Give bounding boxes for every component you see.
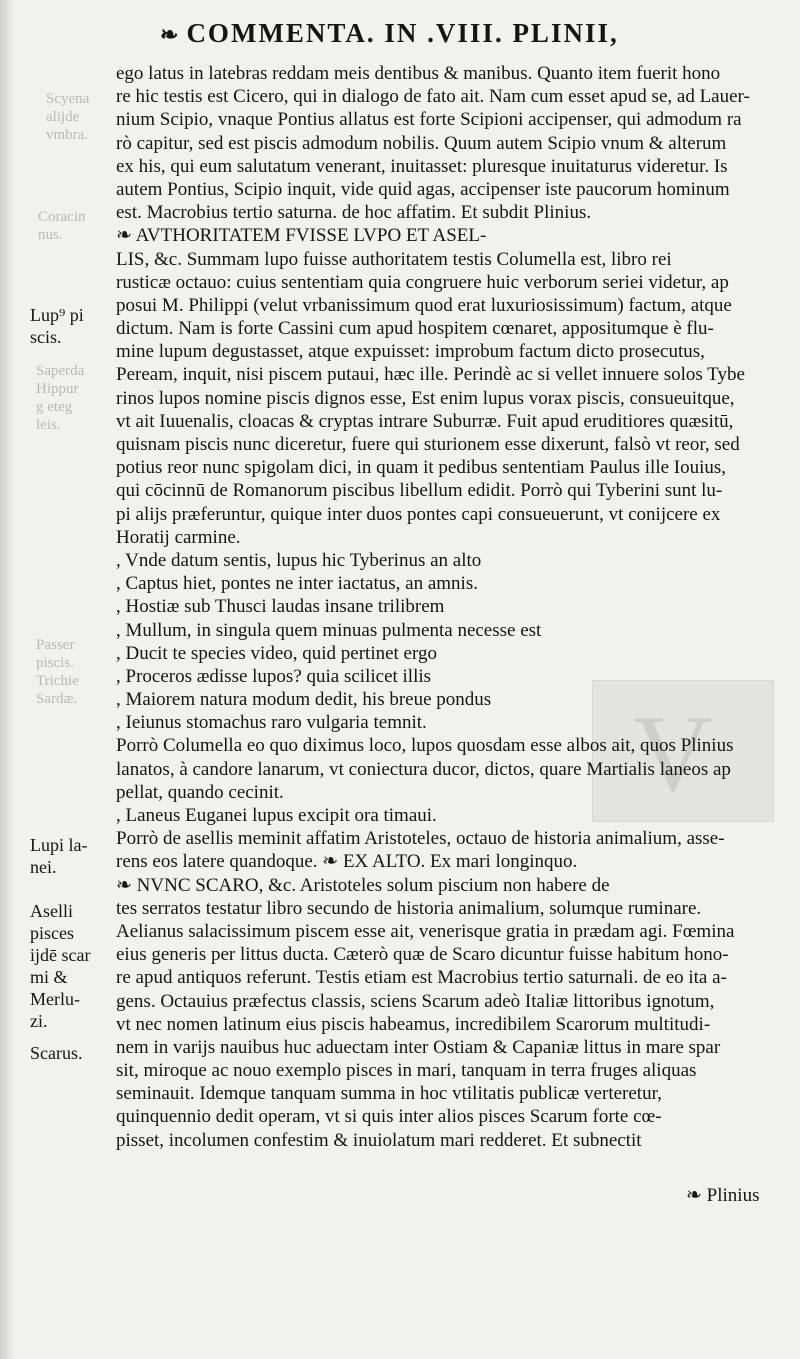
text-line: re apud antiquos referunt. Testis etiam est Macrobius tertio saturnali. de eo ita a- bbox=[116, 967, 727, 989]
fleuron-icon: ❧ bbox=[160, 22, 181, 47]
margin-note-scarus bbox=[30, 1042, 120, 1064]
margin-note-line: Scarus. bbox=[30, 1043, 83, 1063]
text-line: , Mullum, in singula quem minuas pulmenta necesse est bbox=[116, 619, 542, 641]
text-line: rinos lupos nomine piscis dignos esse, Est enim lupus vorax piscis, consueuitque, bbox=[116, 387, 735, 409]
text-line: quinquennio dedit operam, vt si quis inter alios pisces Scarum forte cœ- bbox=[116, 1106, 662, 1128]
text-line: , Hostiæ sub Thusci laudas insane trilibrem bbox=[116, 596, 445, 618]
text-line: potius reor nunc spigolam dici, in quam it pedibus sententiam Paulus ille Iouius, bbox=[116, 457, 727, 479]
margin-note-line: Lup⁹ pi bbox=[30, 305, 84, 325]
margin-note-line: ijdē scar bbox=[30, 945, 91, 965]
text-line: pellat, quando cecinit. bbox=[116, 781, 284, 803]
text-line: autem Pontius, Scipio inquit, vide quid agas, accipenser iste paucorum hominum bbox=[116, 178, 730, 200]
text-line: mine lupum degustasset, atque expuisset: improbum factum dicto prosecutus, bbox=[116, 341, 705, 363]
text-line: rò capitur, sed est piscis admodum nobilis. Quum autem Scipio vnum & alterum bbox=[116, 132, 727, 154]
text-line: qui cōcinnū de Romanorum piscibus libellum edidit. Porrò qui Tyberini sunt lu- bbox=[116, 480, 723, 502]
margin-note-line: pisces bbox=[30, 923, 74, 943]
text-line: eius generis per littus ducta. Cæterò quæ de Scaro dicuntur fuisse habitum hono- bbox=[116, 944, 729, 966]
text-line: , Ducit te species video, quid pertinet ergo bbox=[116, 642, 437, 664]
text-line: tes serratos testatur libro secundo de historia animalium, solumque ruminare. bbox=[116, 897, 702, 919]
bleed-initial-letter: V bbox=[633, 693, 713, 815]
text-line: re hic testis est Cicero, qui in dialogo de fato ait. Nam cum esset apud se, ad Lauer- bbox=[116, 86, 750, 108]
text-line: Porrò Columella eo quo diximus loco, lupos quosdam esse albos ait, quos Plinius bbox=[116, 735, 734, 757]
margin-note-line: zi. bbox=[30, 1011, 48, 1031]
margin-note-line: Merlu- bbox=[30, 989, 80, 1009]
margin-note-aselli bbox=[30, 900, 120, 1032]
text-line: ego latus in latebras reddam meis dentibus & manibus. Quanto item fuerit hono bbox=[116, 63, 721, 84]
text-line: , Proceros ædisse lupos? quia scilicet illis bbox=[116, 665, 432, 687]
text-line: rens eos latere quandoque. ❧ EX ALTO. Ex mari longinquo. bbox=[116, 851, 578, 873]
text-line: ❧ AVTHORITATEM FVISSE LVPO ET ASEL- bbox=[116, 225, 487, 247]
margin-note-lupus bbox=[30, 304, 120, 348]
text-line: Aelianus salacissimum piscem esse ait, venerisque gratia in prædam agi. Fœmina bbox=[116, 920, 735, 942]
text-line: est. Macrobius tertio saturna. de hoc affatim. Et subdit Plinius. bbox=[116, 202, 592, 224]
text-line: ex his, qui eum salutatum venerant, inuitasset: pluresque inuitaturus videretur. Is bbox=[116, 155, 728, 177]
margin-note-line: mi & bbox=[30, 967, 68, 987]
margin-note-line: scis. bbox=[30, 327, 62, 347]
running-header bbox=[160, 18, 740, 49]
text-line: gens. Octauius præfectus classis, sciens Scarum adeò Italiæ littoribus ignotum, bbox=[116, 990, 715, 1012]
text-line: pi alijs præferuntur, quique inter duos pontes capi consueuerunt, vt conijcere ex bbox=[116, 503, 721, 525]
text-line: quisnam piscis nunc diceretur, fuere qui sturionem esse dixerunt, falsò vt reor, sed bbox=[116, 434, 740, 455]
text-line: sit, miroque ac nouo exemplo pisces in mari, tanquam in terra fruges aliquas bbox=[116, 1060, 697, 1082]
bleed-through-left-2: Coracin nus. bbox=[38, 209, 86, 243]
running-header-title: COMMENTA. IN .VIII. PLINII, bbox=[186, 18, 619, 48]
bleed-through-left-4: Passer piscis. Trichie Sardæ. bbox=[36, 637, 79, 707]
text-line: , Ieiunus stomachus raro vulgaria temnit. bbox=[116, 712, 427, 734]
text-line: Horatij carmine. bbox=[116, 526, 241, 548]
margin-note-line: nei. bbox=[30, 857, 57, 877]
text-line: , Maiorem natura modum dedit, his breue pondus bbox=[116, 689, 492, 711]
bleed-through-left-1: Scyena alijde vmbra. bbox=[46, 91, 90, 143]
text-line: ❧ NVNC SCARO, &c. Aristoteles solum piscium non habere de bbox=[116, 874, 610, 896]
text-line: LIS, &c. Summam lupo fuisse authoritatem testis Columella est, libro rei bbox=[116, 248, 672, 270]
text-line: Porrò de asellis meminit affatim Aristoteles, octauo de historia animalium, asse- bbox=[116, 828, 725, 850]
text-line: pisset, incolumen confestim & inuiolatum mari redderet. Et subnectit bbox=[116, 1129, 642, 1151]
text-line: , Captus hiet, pontes ne inter iactatus, an amnis. bbox=[116, 573, 478, 595]
margin-note-line: Aselli bbox=[30, 901, 73, 921]
bleed-through-left-3: Saperda Hippur g eteg leis. bbox=[36, 363, 85, 433]
text-line: Peream, inquit, nisi piscem putaui, hæc ille. Perindè ac si vellet innuere solos Tybe bbox=[116, 364, 745, 386]
page-gutter-shadow bbox=[0, 0, 14, 1359]
text-line: nem in varijs nauibus huc aduectam inter Ostiam & Capaniæ littus in mare spar bbox=[116, 1036, 721, 1058]
margin-note-lupi-lanei bbox=[30, 834, 120, 878]
text-line: posui M. Philippi (velut vrbanissimum quod erat luxuriosissimum) factum, atque bbox=[116, 294, 732, 316]
text-line: vt nec nomen latinum eius piscis habeamus, incredibilem Scarorum multitudi- bbox=[116, 1013, 711, 1035]
text-line: vt ait Iuuenalis, cloacas & cryptas intrare Suburræ. Fuit apud eruditiores quæsitū, bbox=[116, 410, 734, 432]
main-text bbox=[116, 62, 780, 1152]
text-line: rusticæ octauo: cuius sententiam quia congruere huic verborum seriei videtur, ap bbox=[116, 271, 729, 293]
text-line: , Laneus Euganei lupus excipit ora timaui. bbox=[116, 805, 437, 826]
text-line: , Vnde datum sentis, lupus hic Tyberinus an alto bbox=[116, 549, 482, 571]
text-line: dictum. Nam is forte Cassini cum apud hospitem cœnaret, appositumque è flu- bbox=[116, 318, 714, 340]
text-line: seminauit. Idemque tanquam summa in hoc vtilitatis publicæ verteretur, bbox=[116, 1083, 662, 1105]
text-line: lanatos, à candore lanarum, vt coniectura ducor, dictos, quare Martialis laneos ap bbox=[116, 758, 731, 780]
text-line: nium Scipio, vnaque Pontius allatus est forte Scipioni accipenser, qui admodum ra bbox=[116, 109, 742, 131]
catchword: ❧ Plinius bbox=[686, 1185, 760, 1206]
margin-note-line: Lupi la- bbox=[30, 835, 88, 855]
